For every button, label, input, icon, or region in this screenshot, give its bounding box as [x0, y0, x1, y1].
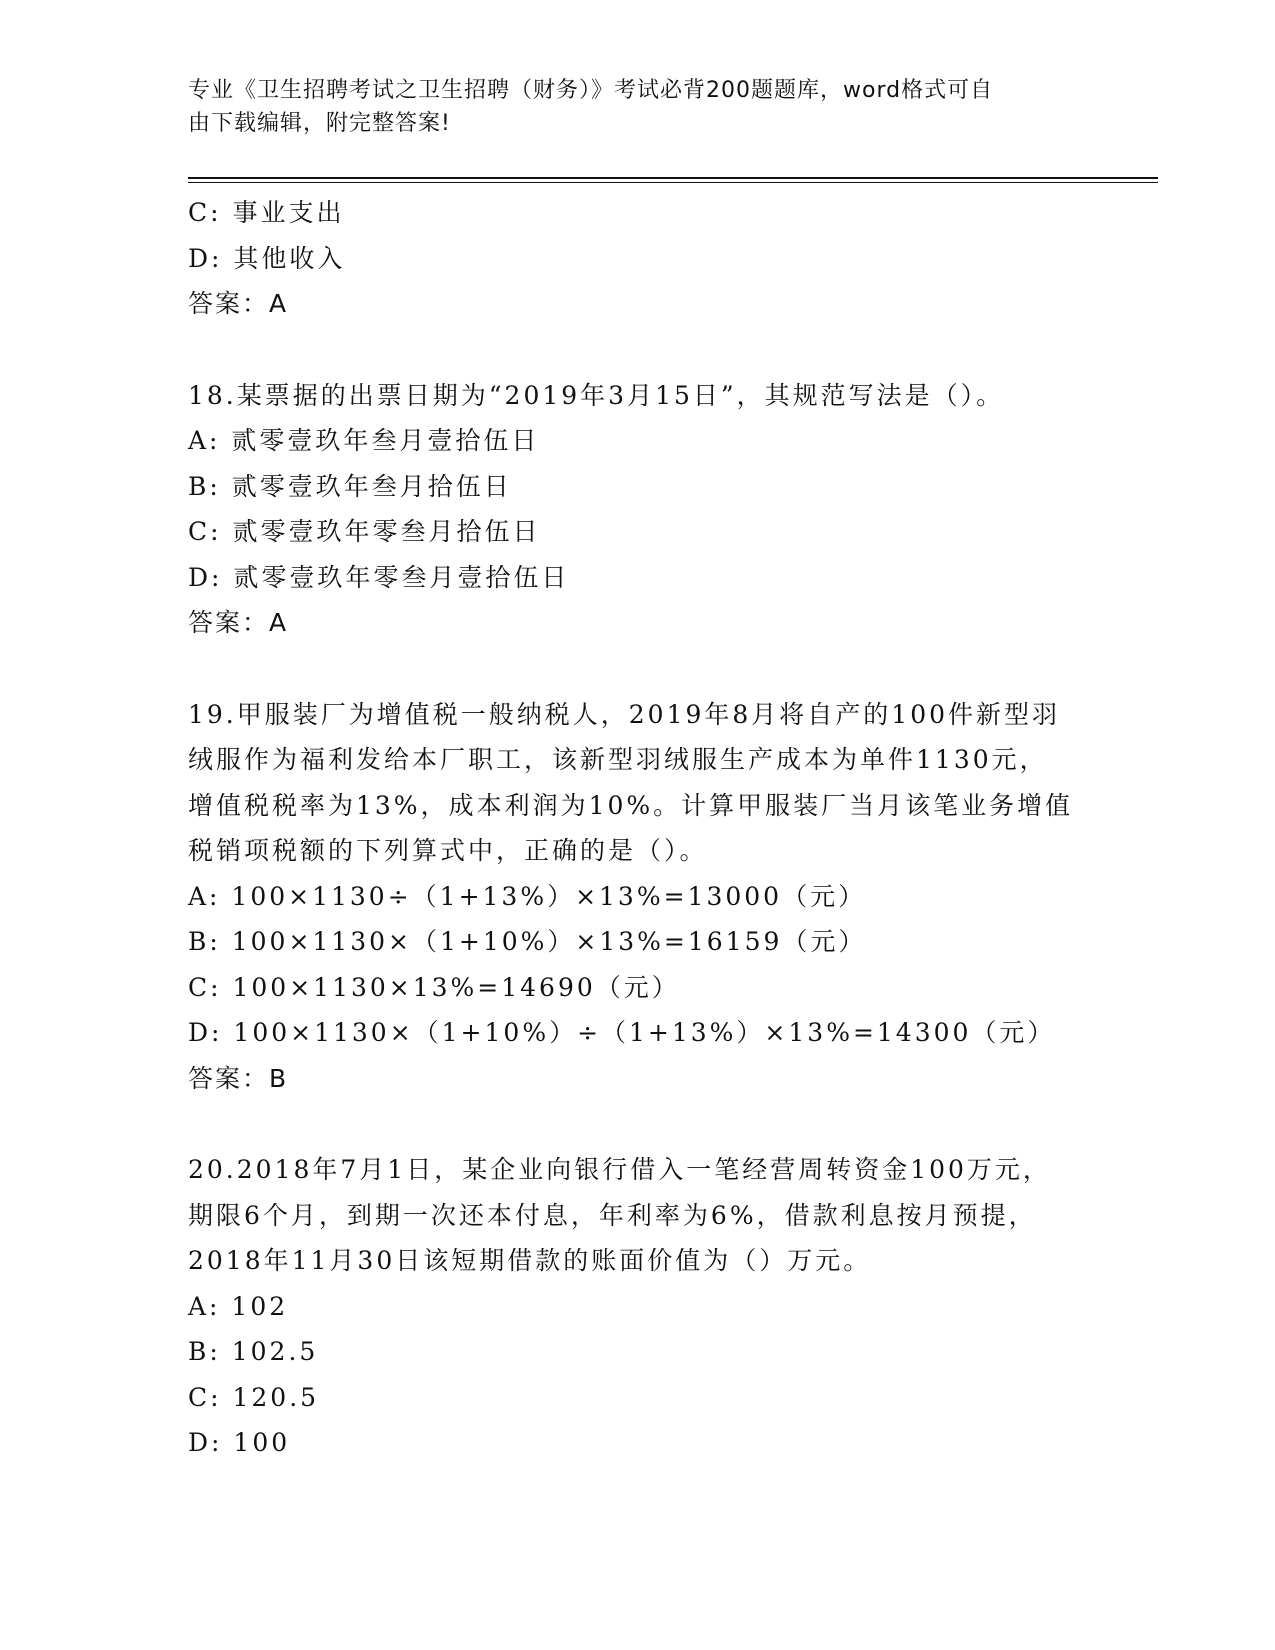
question-17-tail — [188, 190, 1088, 327]
option-d: D: 贰零壹玖年零叁月壹拾伍日 — [188, 562, 570, 592]
answer-line: 答案：A — [188, 608, 289, 637]
option-d: D: 其他收入 — [188, 243, 346, 273]
question-stem-line-2: 绒服作为福利发给本厂职工，该新型羽绒服生产成本为单件1130元， — [188, 745, 1048, 774]
option-c: C: 事业支出 — [188, 198, 345, 227]
spacer — [188, 327, 1088, 373]
option-a: A: 102 — [188, 1291, 289, 1321]
option-c: C: 100×1130×13%=14690（元） — [188, 972, 680, 1002]
question-stem-line-1: 19.甲服装厂为增值税一般纳税人，2019年8月将自产的100件新型羽 — [188, 699, 1061, 729]
option-a: A: 100×1130÷（1+13%）×13%=13000（元） — [188, 881, 867, 911]
option-c: C: 120.5 — [188, 1382, 320, 1412]
option-b: B: 贰零壹玖年叁月拾伍日 — [188, 471, 512, 501]
option-a: A: 贰零壹玖年叁月壹拾伍日 — [188, 426, 540, 455]
option-b: B: 100×1130×（1+10%）×13%=16159（元） — [188, 927, 867, 956]
option-c: C: 贰零壹玖年零叁月拾伍日 — [188, 517, 541, 546]
spacer — [188, 646, 1088, 692]
header-divider — [188, 177, 1158, 179]
question-stem-line-1: 20.2018年7月1日，某企业向银行借入一笔经营周转资金100万元， — [188, 1155, 1051, 1184]
question-stem-line-4: 税销项税额的下列算式中，正确的是（）。 — [188, 836, 708, 865]
document-header — [188, 74, 1068, 140]
option-d: D: 100 — [188, 1428, 291, 1457]
header-line-2: 由下载编辑，附完整答案! — [188, 111, 451, 136]
spacer — [188, 1101, 1088, 1147]
header-divider-thin — [188, 182, 1158, 183]
option-d: D: 100×1130×（1+10%）÷（1+13%）×13%=14300（元） — [188, 1018, 1056, 1047]
option-b: B: 102.5 — [188, 1337, 319, 1366]
header-line-1: 专业《卫生招聘考试之卫生招聘（财务）》考试必背200题题库，word格式可自 — [188, 78, 994, 103]
document-body — [188, 190, 1088, 1466]
question-stem-line-2: 期限6个月，到期一次还本付息，年利率为6%，借款利息按月预提， — [188, 1200, 1037, 1230]
answer-line: 答案：A — [188, 289, 289, 318]
answer-line: 答案：B — [188, 1063, 289, 1093]
question-stem: 18.某票据的出票日期为“2019年3月15日”，其规范写法是（）。 — [188, 380, 1005, 410]
question-18 — [188, 373, 1088, 646]
question-20 — [188, 1147, 1088, 1466]
question-stem-line-3: 2018年11月30日该短期借款的账面价值为（）万元。 — [188, 1246, 872, 1275]
question-stem-line-3: 增值税税率为13%，成本利润为10%。计算甲服装厂当月该笔业务增值 — [188, 790, 1074, 820]
question-19 — [188, 692, 1088, 1102]
